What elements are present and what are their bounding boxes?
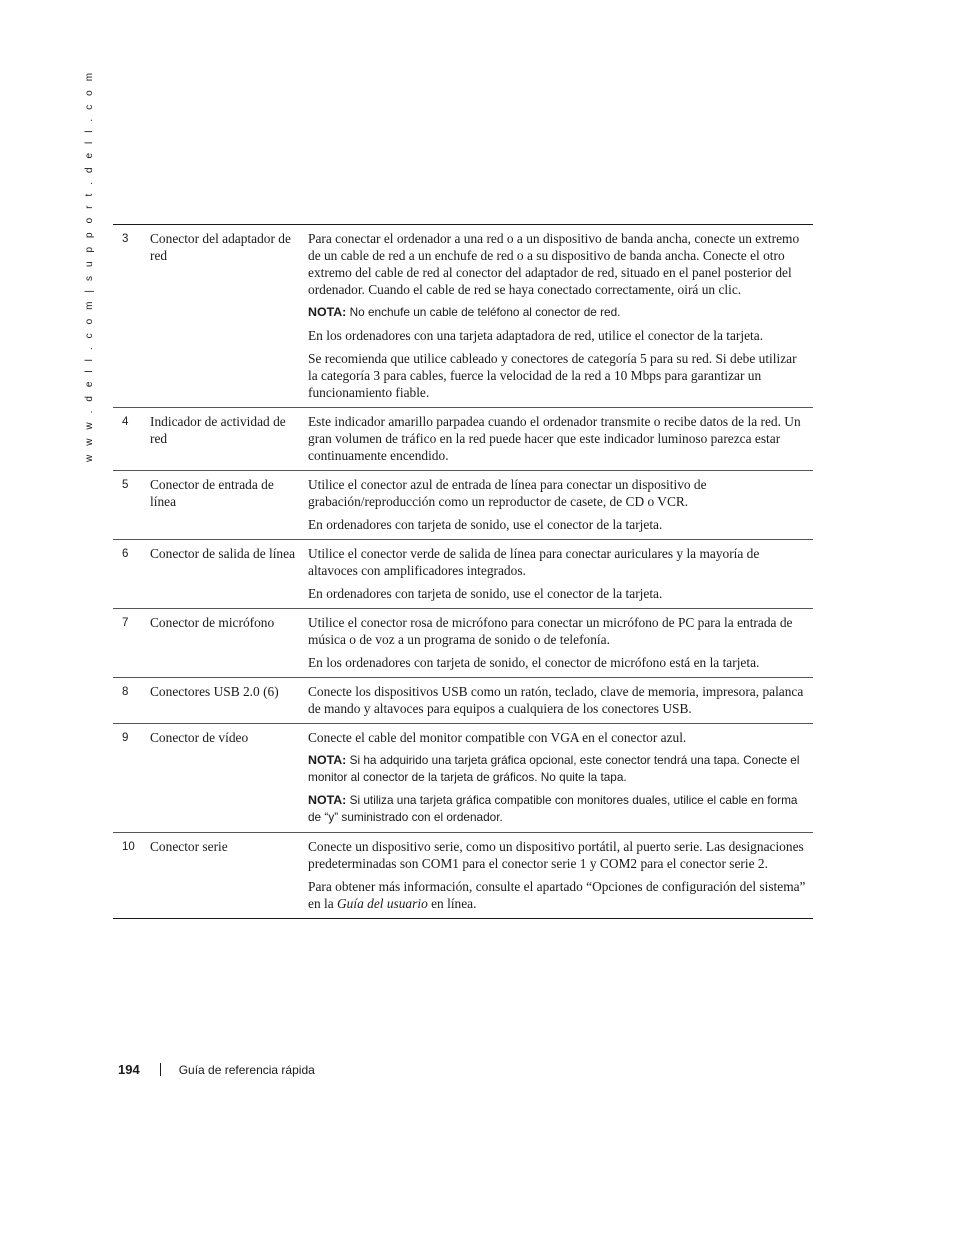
row-label: Conector del adaptador de red [150,231,291,263]
side-url: w w w . d e l l . c o m | s u p p o r t . d e l l . c o m [84,69,95,462]
description-text-start: Para obtener más información, consulte el apartado “Opciones de configuración del sistema” en la [308,879,806,911]
row-description [308,540,813,608]
note-label: NOTA: [308,793,347,807]
note-text: Si utiliza una tarjeta gráfica compatible con monitores duales, utilice el cable en forma de “y” suministrado con el ordenador. [308,793,798,824]
row-description [308,678,813,723]
note-text: Si ha adquirido una tarjeta gráfica opcional, este conector tendrá una tapa. Conecte el monitor al conector de la tarjeta de gráficos. No quite la tapa. [308,753,800,784]
table-row [113,539,813,608]
row-number: 9 [122,732,129,744]
row-number: 10 [122,841,135,853]
row-number: 3 [122,233,129,245]
description-text: En los ordenadores con una tarjeta adaptadora de red, utilice el conector de la tarjeta. [308,328,764,343]
row-label: Conector serie [150,839,228,854]
row-label: Conector de entrada de línea [150,477,274,509]
description-text: Utilice el conector rosa de micrófono para conectar un micrófono de PC para la entrada de música o de voz a un programa de sonido o de telefonía. [308,615,793,647]
description-text: Utilice el conector verde de salida de línea para conectar auriculares y la mayoría de altavoces con amplificadores integrados. [308,546,760,578]
table-row [113,470,813,539]
description-text: Conecte el cable del monitor compatible con VGA en el conector azul. [308,730,687,745]
row-number: 7 [122,617,129,629]
table-row [113,677,813,723]
description-text: En ordenadores con tarjeta de sonido, use el conector de la tarjeta. [308,517,663,532]
description-text: Se recomienda que utilice cableado y conectores de categoría 5 para su red. Si debe utilizar la categoría 3 para cables, fuerce la velocidad de la red a 10 Mbps para garantizar un funcionamiento fiable. [308,351,797,400]
page-footer [118,1062,315,1077]
row-description [308,471,813,539]
row-number: 6 [122,548,129,560]
description-text: En ordenadores con tarjeta de sonido, use el conector de la tarjeta. [308,586,663,601]
note-label: NOTA: [308,305,347,319]
guide-title: Guía del usuario [337,896,428,911]
row-number: 8 [122,686,129,698]
row-label: Conectores USB 2.0 (6) [150,684,279,699]
connector-table [113,224,813,919]
table-row [113,608,813,677]
footer-divider [160,1063,161,1076]
description-text: Utilice el conector azul de entrada de línea para conectar un dispositivo de grabación/reproducción como un reproductor de casete, de CD o VCR. [308,477,707,509]
description-text-end: en línea. [427,896,477,911]
row-label: Conector de micrófono [150,615,275,630]
row-label: Conector de salida de línea [150,546,296,561]
table-row [113,723,813,832]
row-description [308,408,813,470]
page-number: 194 [118,1062,140,1077]
row-description [308,225,813,407]
table-row [113,832,813,918]
description-text: Este indicador amarillo parpadea cuando el ordenador transmite o recibe datos de la red. Un gran volumen de tráfico en la red puede hacer que este indicador luminoso parezca estar continuamente encendido. [308,414,801,463]
row-description [308,609,813,677]
table-row [113,225,813,407]
row-label: Indicador de actividad de red [150,414,286,446]
row-label: Conector de vídeo [150,730,249,745]
description-text: En los ordenadores con tarjeta de sonido, el conector de micrófono está en la tarjeta. [308,655,760,670]
row-description [308,833,813,918]
note [308,304,807,321]
row-description [308,724,813,832]
note-label: NOTA: [308,753,347,767]
row-number: 4 [122,416,129,428]
note [308,792,807,826]
footer-title: Guía de referencia rápida [178,1062,315,1077]
description-text [308,878,807,912]
table-row [113,407,813,470]
note-text: No enchufe un cable de teléfono al conector de red. [346,305,621,319]
note [308,752,807,786]
description-text: Para conectar el ordenador a una red o a un dispositivo de banda ancha, conecte un extremo de un cable de red a un enchufe de red o a su dispositivo de banda ancha. Conecte el otro extremo del cable de red al conector del adaptador de red, situado en el panel posterior del ordenador. Cuando el cable de red se haya conectado correctamente, oirá un clic. [308,231,800,297]
row-number: 5 [122,479,129,491]
description-text: Conecte un dispositivo serie, como un dispositivo portátil, al puerto serie. Las designaciones predeterminadas son COM1 para el conector serie 1 y COM2 para el conector serie 2. [308,839,804,871]
description-text: Conecte los dispositivos USB como un ratón, teclado, clave de memoria, impresora, palanca de mando y altavoces para equipos a cualquiera de los conectores USB. [308,684,804,716]
